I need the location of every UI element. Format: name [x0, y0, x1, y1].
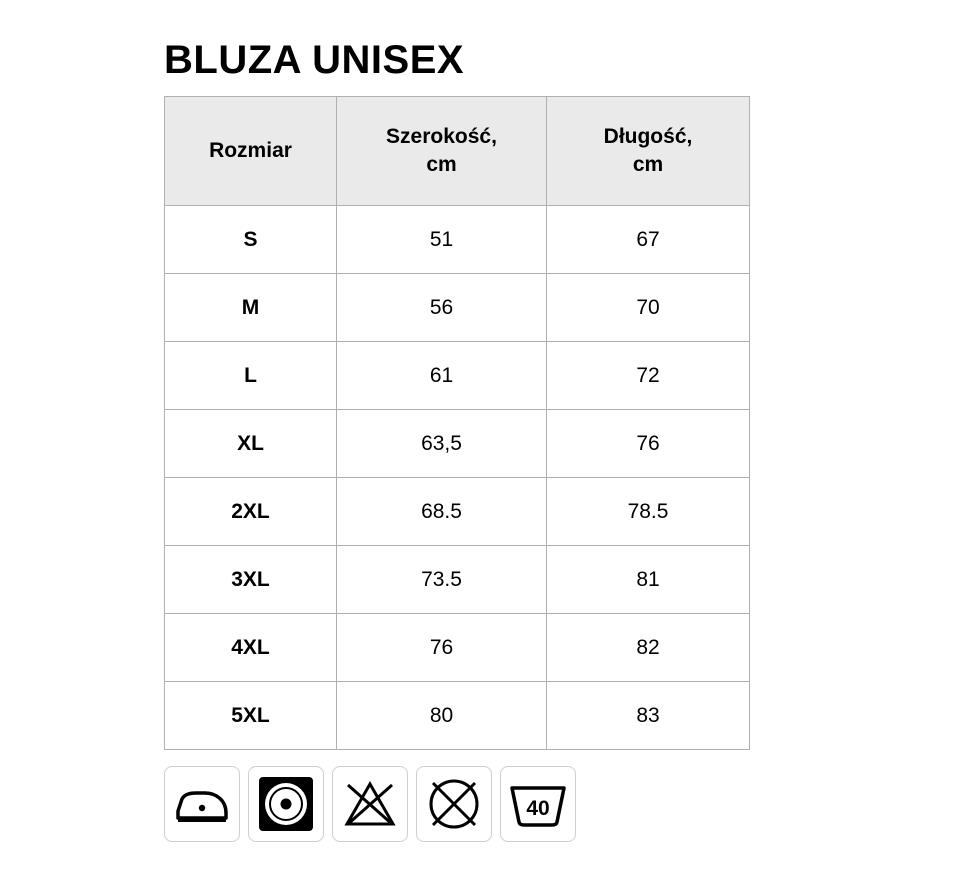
size-table — [164, 96, 750, 750]
table-row — [165, 614, 750, 682]
iron-one-dot-icon — [164, 766, 240, 842]
cell-length: 81 — [547, 546, 750, 614]
cell-width: 76 — [337, 614, 547, 682]
cell-width: 68.5 — [337, 478, 547, 546]
cell-size: M — [165, 274, 337, 342]
table-row — [165, 342, 750, 410]
table-row — [165, 410, 750, 478]
column-header-size-line1: Rozmiar — [209, 138, 292, 162]
do-not-bleach-icon — [332, 766, 408, 842]
cell-width: 61 — [337, 342, 547, 410]
column-header-width-line2: cm — [426, 153, 457, 176]
table-row — [165, 478, 750, 546]
svg-text:40: 40 — [526, 797, 550, 820]
cell-size: 5XL — [165, 682, 337, 750]
column-header-length-line2: cm — [632, 153, 664, 176]
cell-size: L — [165, 342, 337, 410]
cell-size: 3XL — [165, 546, 337, 614]
table-row — [165, 546, 750, 614]
cell-size: XL — [165, 410, 337, 478]
table-row — [165, 274, 750, 342]
care-symbols-row — [164, 766, 864, 842]
size-chart-document — [164, 38, 864, 842]
cell-length: 83 — [547, 682, 750, 750]
column-header-width-line1: Szerokość, — [386, 124, 497, 148]
column-header-size — [165, 97, 337, 206]
cell-width: 51 — [337, 206, 547, 274]
cell-length: 67 — [547, 206, 750, 274]
cell-length: 78.5 — [547, 478, 750, 546]
cell-length: 72 — [547, 342, 750, 410]
tumble-dry-normal-icon — [248, 766, 324, 842]
cell-length: 82 — [547, 614, 750, 682]
column-header-length — [547, 97, 750, 206]
page-title: BLUZA UNISEX — [164, 38, 465, 82]
cell-width: 80 — [337, 682, 547, 750]
column-header-length-line1: Długość, — [603, 124, 693, 148]
cell-width: 63,5 — [337, 410, 547, 478]
cell-size: 4XL — [165, 614, 337, 682]
cell-size: S — [165, 206, 337, 274]
do-not-dry-clean-icon — [416, 766, 492, 842]
cell-length: 70 — [547, 274, 750, 342]
cell-width: 56 — [337, 274, 547, 342]
column-header-width — [337, 97, 547, 206]
cell-size: 2XL — [165, 478, 337, 546]
cell-length: 76 — [547, 410, 750, 478]
wash-40-icon — [500, 766, 576, 842]
table-row — [165, 206, 750, 274]
table-header-row — [165, 97, 750, 206]
cell-width: 73.5 — [337, 546, 547, 614]
table-row — [165, 682, 750, 750]
